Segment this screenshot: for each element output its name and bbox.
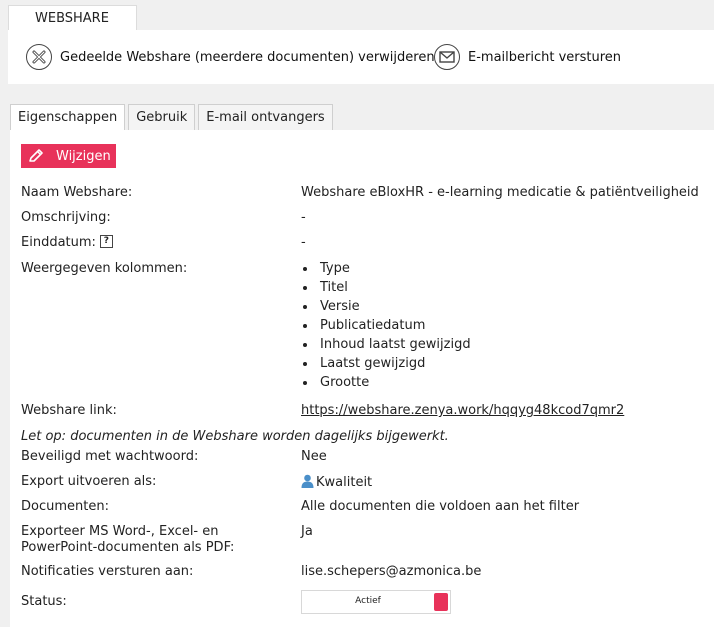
field-status-label: Status: [21, 594, 67, 609]
field-end-date-value: - [301, 235, 306, 250]
edit-button[interactable] [21, 144, 116, 168]
field-documents-label: Documenten: [21, 499, 109, 514]
list-item: Publicatiedatum [301, 316, 471, 335]
field-documents-value: Alle documenten die voldoen aan het filter [301, 499, 580, 514]
close-circle-icon [26, 44, 52, 70]
field-end-date-label: Einddatum: [21, 235, 96, 250]
send-email-label: E-mailbericht versturen [468, 49, 622, 65]
field-name-value: Webshare eBloxHR - e-learning medicatie & patiëntveiligheid [301, 185, 699, 200]
list-item: Versie [301, 297, 471, 316]
field-export-as-value: Kwaliteit [316, 475, 373, 490]
list-item: Grootte [301, 373, 471, 392]
status-switch-handle [434, 593, 448, 611]
edit-button-label: Wijzigen [56, 148, 111, 164]
list-item: Inhoud laatst gewijzigd [301, 335, 471, 354]
tab-eigenschappen[interactable]: Eigenschappen [10, 104, 125, 131]
field-description-value: - [301, 210, 306, 225]
field-end-date-label-wrap [21, 235, 291, 251]
field-export-pdf-label: Exporteer MS Word-, Excel- en PowerPoint-documenten als PDF: [21, 524, 235, 555]
list-item: Titel [301, 278, 471, 297]
field-notifications-label: Notificaties versturen aan: [21, 564, 194, 579]
columns-list [301, 259, 471, 392]
field-link-label: Webshare link: [21, 403, 117, 418]
field-password-label: Beveiligd met wachtwoord: [21, 449, 199, 464]
status-toggle[interactable] [301, 590, 451, 614]
list-item: Laatst gewijzigd [301, 354, 471, 373]
field-export-pdf-value: Ja [301, 524, 313, 539]
envelope-icon [434, 44, 460, 70]
field-notifications-value: lise.schepers@azmonica.be [301, 564, 482, 579]
field-export-as-label: Export uitvoeren als: [21, 474, 157, 489]
help-icon[interactable]: ? [100, 235, 113, 248]
field-password-value: Nee [301, 449, 327, 464]
delete-webshare-label: Gedeelde Webshare (meerdere documenten) verwijderen [60, 49, 435, 65]
pencil-icon [28, 149, 46, 163]
status-value: Actief [355, 596, 381, 606]
top-tab-webshare[interactable]: WEBSHARE [8, 5, 137, 31]
webshare-link[interactable]: https://webshare.zenya.work/hqqyg48kcod7qmr2 [301, 403, 625, 418]
update-note: Let op: documenten in de Webshare worden dagelijks bijgewerkt. [21, 429, 449, 444]
field-description-label: Omschrijving: [21, 210, 111, 225]
send-email-button[interactable] [434, 44, 621, 70]
toolbar [8, 30, 714, 84]
user-icon [301, 474, 314, 493]
tab-bar [10, 104, 336, 130]
field-export-as-value-wrap [301, 474, 372, 493]
delete-webshare-button[interactable] [26, 44, 435, 70]
field-columns-value [301, 259, 471, 392]
tab-email-ontvangers[interactable]: E-mail ontvangers [198, 104, 332, 130]
field-columns-label: Weergegeven kolommen: [21, 261, 188, 276]
field-name-label: Naam Webshare: [21, 185, 133, 200]
list-item: Type [301, 259, 471, 278]
tab-gebruik[interactable]: Gebruik [128, 104, 195, 130]
properties-panel [10, 130, 714, 627]
